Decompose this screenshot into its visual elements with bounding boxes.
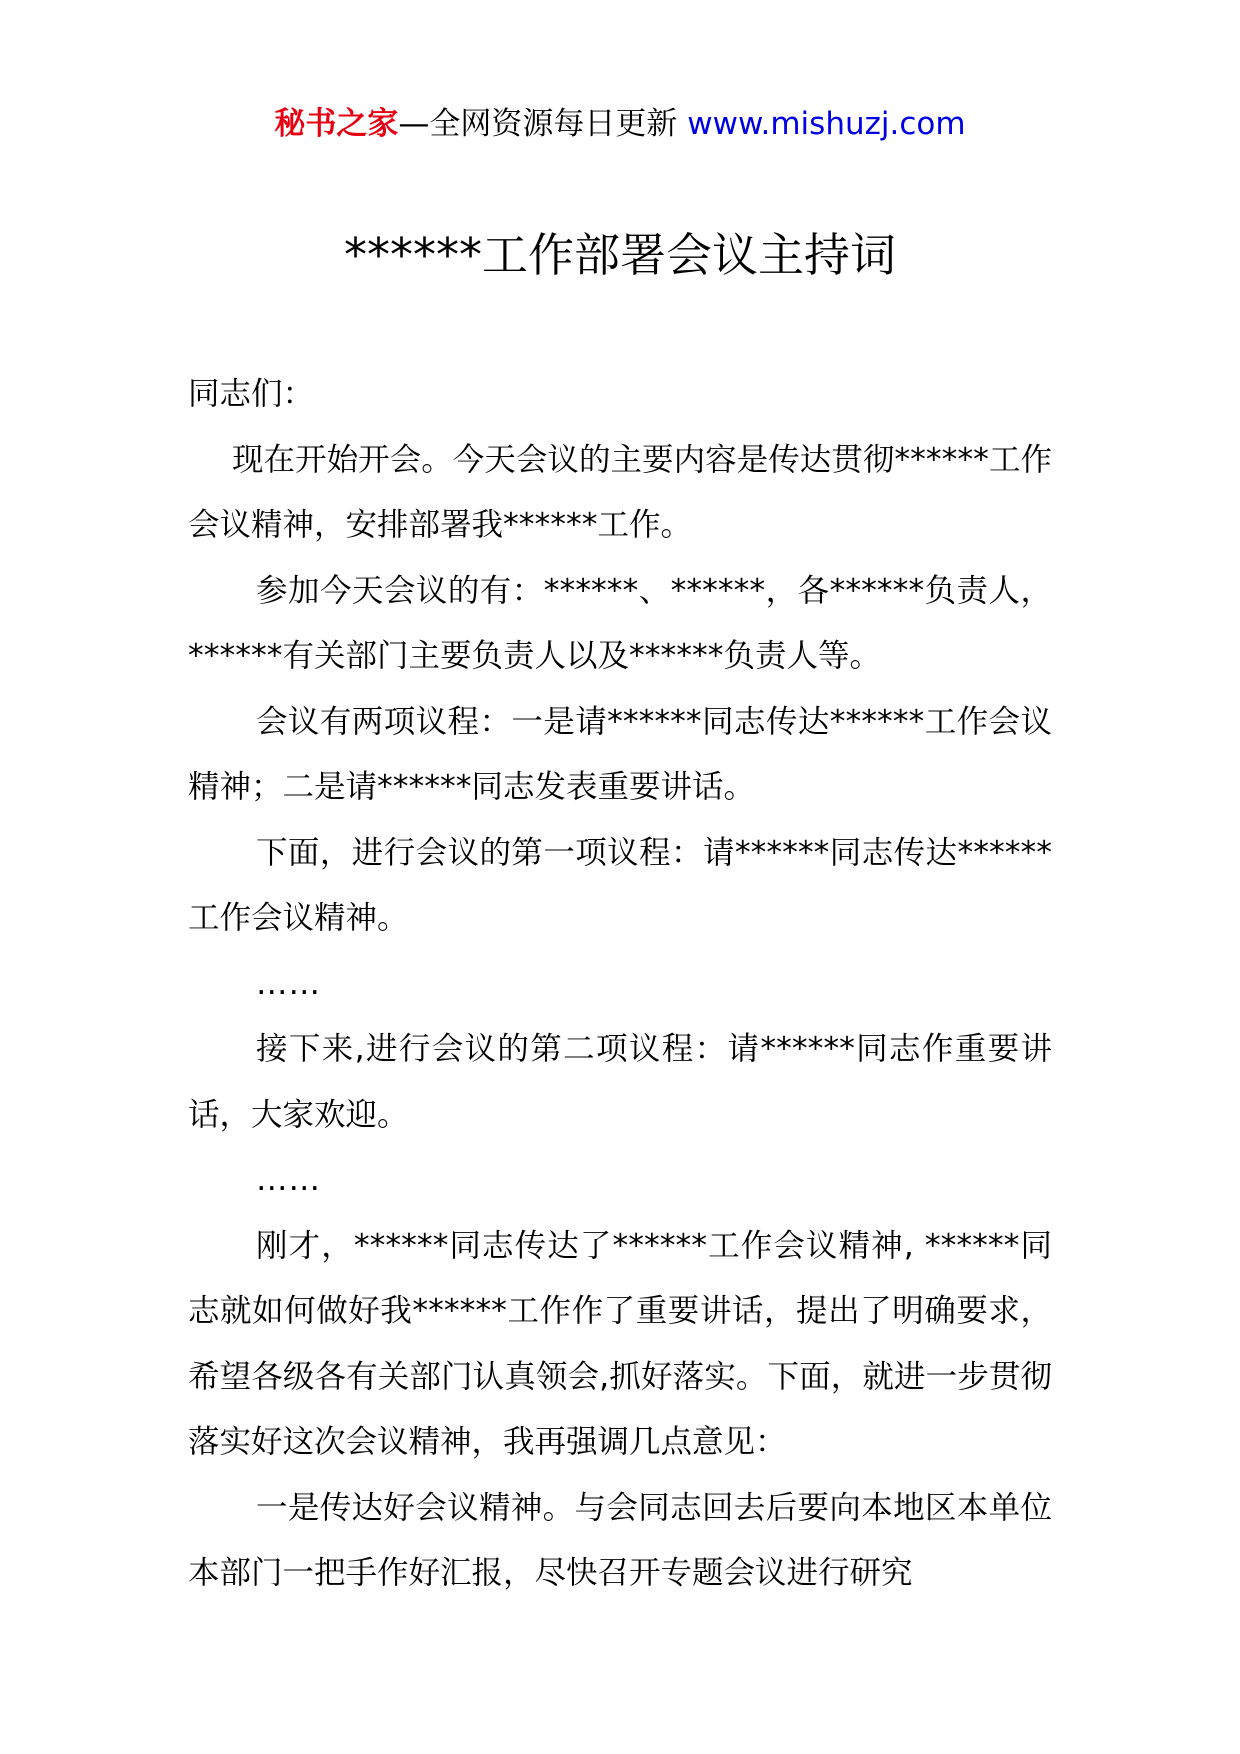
brand-name: 秘书之家 <box>274 106 399 142</box>
ellipsis-line: …… <box>256 965 321 1002</box>
paragraph: 现在开始开会。今天会议的主要内容是传达贯彻******工作会议精神，安排部署我******工作。 <box>188 441 1052 543</box>
document-body <box>188 362 1052 1607</box>
header-tagline: —全网资源每日更新 <box>398 106 678 142</box>
page-header <box>0 100 1240 148</box>
ellipsis-line: …… <box>256 1162 321 1198</box>
paragraph: 接下来,进行会议的第二项议程：请******同志作重要讲话，大家欢迎。 <box>188 1031 1052 1133</box>
paragraph: 一是传达好会议精神。与会同志回去后要向本地区本单位本部门一把手作好汇报，尽快召开专题会议进行研究 <box>188 1489 1052 1591</box>
paragraph: 参加今天会议的有：******、******，各******负责人，******有关部门主要负责人以及******负责人等。 <box>188 572 1052 674</box>
paragraph: 会议有两项议程：一是请******同志传达******工作会议精神；二是请******同志发表重要讲话。 <box>188 703 1052 805</box>
paragraph: 刚才，******同志传达了******工作会议精神, ******同志就如何做好我******工作作了重要讲话，提出了明确要求，希望各级各有关部门认真领会,抓好落实。下面，就进一步贯彻落实好这次会议精神，我再强调几点意见： <box>188 1227 1052 1460</box>
paragraph: 下面，进行会议的第一项议程：请******同志传达******工作会议精神。 <box>188 834 1052 936</box>
site-url-link[interactable]: www.mishuzj.com <box>687 106 966 142</box>
salutation: 同志们： <box>188 376 315 412</box>
document-title: ******工作部署会议主持词 <box>344 228 896 282</box>
